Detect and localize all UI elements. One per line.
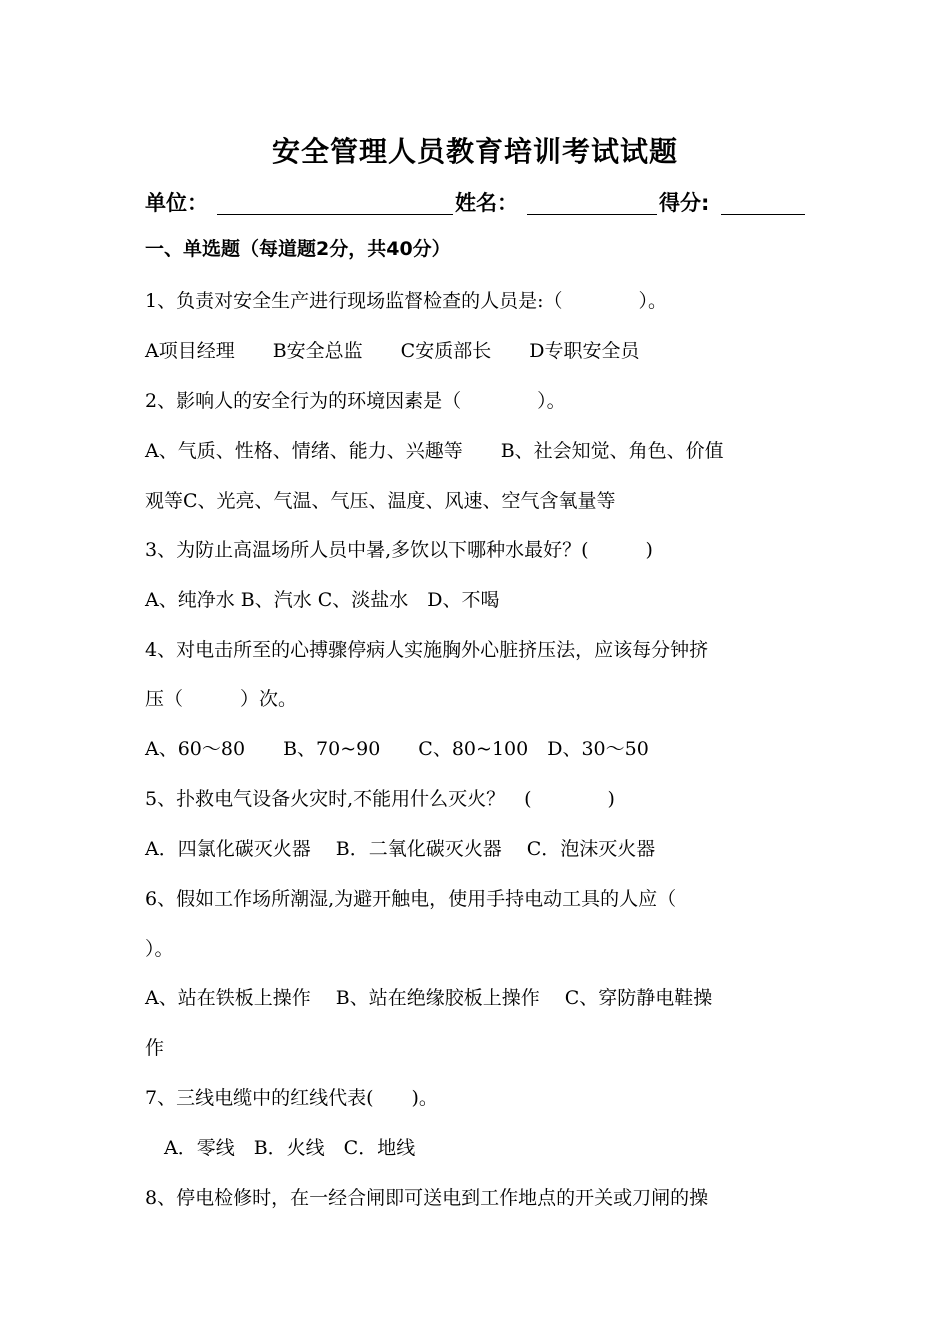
name-label: 姓名： — [455, 191, 518, 215]
question-line: 3、为防止高温场所人员中暑,多饮以下哪种水最好？( ) — [145, 539, 653, 561]
score-blank-line — [721, 214, 805, 215]
unit-blank-line — [217, 214, 453, 215]
question-line: 2、影响人的安全行为的环境因素是（ ）。 — [145, 390, 566, 412]
options-line: A．零线 B．火线 C．地线 — [145, 1137, 416, 1159]
name-blank-line — [527, 214, 657, 215]
options-line: A、站在铁板上操作 B、站在绝缘胶板上操作 C、穿防静电鞋操 — [145, 987, 713, 1009]
exam-info-row — [145, 186, 805, 220]
question-line: 1、负责对安全生产进行现场监督检查的人员是:（ ）。 — [145, 290, 667, 312]
question-line: 6、假如工作场所潮湿,为避开触电，使用手持电动工具的人应（ — [145, 888, 677, 910]
section-heading: 一、单选题（每道题2分，共40分） — [145, 238, 451, 260]
options-line: A项目经理 B安全总监 C安质部长 D专职安全员 — [145, 340, 640, 362]
exam-title: 安全管理人员教育培训考试试题 — [271, 135, 678, 168]
options-line: A．四氯化碳灭火器 B．二氧化碳灭火器 C．泡沫灭火器 — [145, 838, 656, 860]
options-line: A、气质、性格、情绪、能力、兴趣等 B、社会知觉、角色、价值 — [145, 440, 724, 462]
options-line: A、纯净水 B、汽水 C、淡盐水 D、不喝 — [145, 589, 500, 611]
question-line: 8、停电检修时，在一经合闸即可送电到工作地点的开关或刀闸的操 — [145, 1187, 709, 1209]
options-line: 观等C、光亮、气温、气压、温度、风速、空气含氧量等 — [145, 490, 616, 512]
question-line: 5、扑救电气设备火灾时,不能用什么灭火？ ( ) — [145, 788, 615, 810]
score-label: 得分: — [659, 191, 710, 215]
unit-label: 单位： — [145, 191, 208, 215]
options-line: 作 — [145, 1037, 165, 1059]
question-line: ）。 — [145, 938, 174, 960]
options-line: A、60～80 B、70~90 C、80~100 D、30～50 — [145, 738, 649, 760]
question-line: 压（ ）次。 — [145, 688, 298, 710]
question-line: 7、三线电缆中的红线代表( )。 — [145, 1087, 438, 1109]
question-line: 4、对电击所至的心搏骤停病人实施胸外心脏挤压法，应该每分钟挤 — [145, 639, 709, 661]
